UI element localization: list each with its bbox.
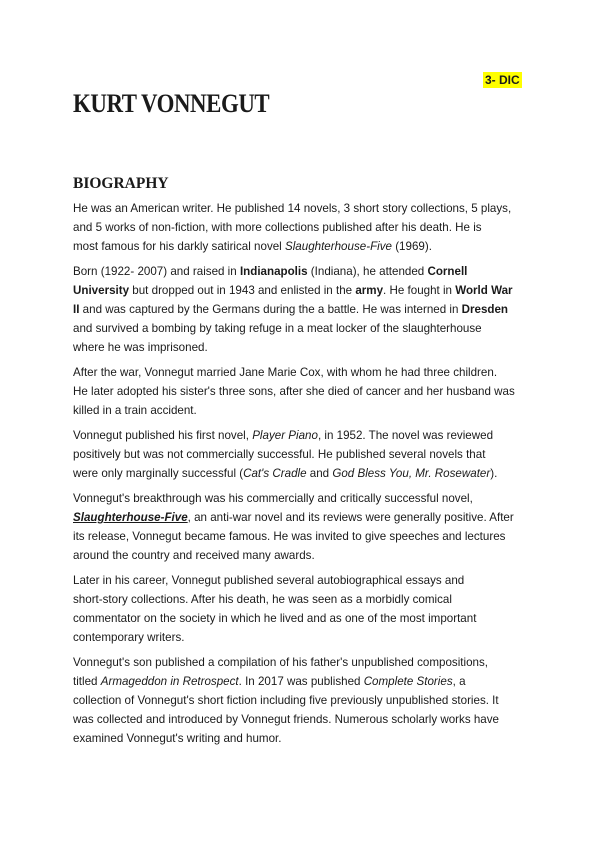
book-title: Complete Stories	[363, 675, 453, 688]
page-title: KURT VONNEGUT	[73, 89, 270, 118]
paragraph-7: Vonnegut's son published a compilation of his father's unpublished compositions, titled Armageddon in Retrospect. In 2017 was published Complete Stories, a collection of Vonnegut's short fiction including five previously unpublished stories. It was collected and introduced by Vonnegut friends. Numerous scholarly works have examined Vonnegut's writing and humor.	[73, 656, 499, 745]
paragraph-6: Later in his career, Vonnegut published several autobiographical essays and short-story collections. After his death, he was seen as a morbidly comical commentator on the society in which he lived and as one of the most important contemporary writers.	[73, 574, 477, 644]
paragraph-3: After the war, Vonnegut married Jane Marie Cox, with whom he had three children. He later adopted his sister's three sons, after she died of cancer and her husband was killed in a train accident.	[73, 366, 515, 417]
book-title: Player Piano	[252, 429, 318, 442]
paragraph-4: Vonnegut published his first novel, Player Piano, in 1952. The novel was reviewed positively but was not commercially successful. He published several novels that were only marginally successful (Cat's Cradle and God Bless You, Mr. Rosewater).	[73, 429, 498, 480]
paragraph-2: Born (1922- 2007) and raised in Indianapolis (Indiana), he attended Cornell University but dropped out in 1943 and enlisted in the army. He fought in World War II and was captured by the Germans during the a battle. He was interned in Dresden and survived a bombing by taking refuge in a meat locker of the slaughterhouse where he was imprisoned.	[73, 265, 513, 354]
book-title: God Bless You, Mr. Rosewater	[332, 467, 491, 480]
paragraph-5: Vonnegut's breakthrough was his commercially and critically successful novel, Slaughterhouse-Five, an anti-war novel and its reviews were generally positive. After its release, Vonnegut became famous. He was invited to give speeches and lectures around the country and received many awards.	[73, 492, 514, 562]
biography-body	[73, 199, 529, 754]
date-highlight: 3- DIC	[485, 73, 520, 87]
book-title: Cat's Cradle	[243, 467, 307, 480]
book-title: Slaughterhouse-Five	[284, 240, 392, 253]
book-title: Armageddon in Retrospect	[100, 675, 239, 688]
book-title: Slaughterhouse-Five	[73, 511, 188, 524]
section-heading-biography: BIOGRAPHY	[73, 175, 169, 192]
paragraph-1: He was an American writer. He published 14 novels, 3 short story collections, 5 plays, and 5 works of non-fiction, with more collections published after his death. He is most famous for his darkly satirical novel Slaughterhouse-Five (1969).	[73, 202, 512, 253]
